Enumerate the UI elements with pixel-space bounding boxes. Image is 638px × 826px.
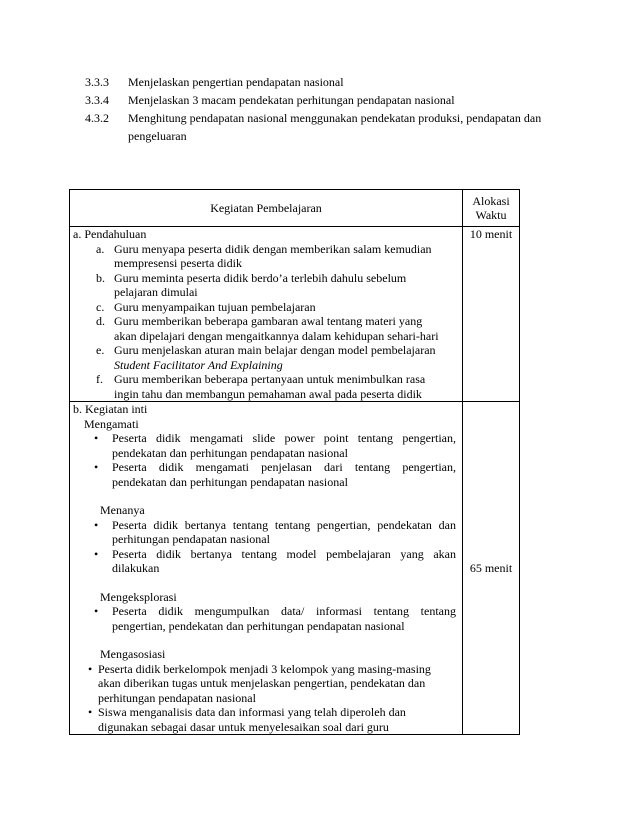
bullet-line: Peserta didik berkelompok menjadi 3 kelompok yang masing-masing xyxy=(98,661,431,676)
list-marker: d. xyxy=(96,314,105,328)
indicator-number: 4.3.2 xyxy=(85,111,109,125)
indicator-number: 3.3.3 xyxy=(85,75,109,89)
indicator-text: Menjelaskan 3 macam pendekatan perhitungan pendapatan nasional xyxy=(128,93,455,107)
pendahuluan-cell xyxy=(70,227,463,402)
list-item-line: Guru menjelaskan aturan main belajar dengan model pembelajaran xyxy=(114,343,436,357)
header-time-line2: Waktu xyxy=(475,208,507,222)
list-marker: f. xyxy=(96,372,103,386)
time-kegiatan-inti: 65 menit xyxy=(463,402,520,735)
bullet-item xyxy=(70,705,462,734)
list-marker: a. xyxy=(96,241,105,256)
bullet-item xyxy=(70,604,462,633)
subsection-title-mengamati: Mengamati xyxy=(84,416,139,431)
list-item xyxy=(70,343,462,372)
section-title-kegiatan-inti: b. Kegiatan inti xyxy=(73,402,148,416)
list-item-line: Guru meminta peserta didik berdo’a terlebih dahulu sebelum xyxy=(114,270,407,285)
list-marker: b. xyxy=(96,270,105,285)
bullet-icon: • xyxy=(94,431,99,445)
time-pendahuluan: 10 menit xyxy=(463,227,520,402)
bullet-line: digunakan sebagai dasar untuk menyelesaikan soal dari guru xyxy=(98,719,389,734)
bullet-text: Peserta didik mengamati penjelasan dari tentang pengertian, pendekatan dan perhitungan pendapatan nasional xyxy=(112,460,456,489)
list-item xyxy=(70,314,462,343)
bullet-item xyxy=(70,662,462,706)
bullet-icon: • xyxy=(94,460,99,474)
indicator-number: 3.3.4 xyxy=(85,93,109,107)
list-item-line: ingin tahu dan membangun pemahaman awal pada peserta didik xyxy=(114,386,422,401)
learning-activities-table xyxy=(69,189,520,735)
bullet-item xyxy=(70,460,462,489)
subsection-title-mengasosiasi: Mengasosiasi xyxy=(100,647,166,661)
bullet-text: Peserta didik mengumpulkan data/ informasi tentang tentang pengertian, pendekatan dan perhitungan pendapatan nasional xyxy=(112,604,456,633)
indicator-text-continuation: pengeluaran xyxy=(128,129,187,143)
bullet-line: akan diberikan tugas untuk menjelaskan pengertian, pendekatan dan xyxy=(98,676,426,690)
list-marker: e. xyxy=(96,343,105,357)
list-item-line: Guru menyampaikan tujuan pembelajaran xyxy=(114,299,316,314)
bullet-item xyxy=(70,547,462,576)
bullet-icon: • xyxy=(88,661,93,676)
bullet-icon: • xyxy=(94,546,99,561)
bullet-text: Peserta didik bertanya tentang model pembelajaran yang akan dilakukan xyxy=(112,546,456,575)
table-row-pendahuluan xyxy=(70,227,520,402)
list-item-line: Guru menyapa peserta didik dengan memberikan salam kemudian xyxy=(114,241,432,256)
list-item xyxy=(70,300,462,315)
list-item-line: akan dipelajari dengan mengaitkannya dalam kehidupan sehari-hari xyxy=(114,328,439,343)
list-item-line: Guru memberikan beberapa pertanyaan untuk menimbulkan rasa xyxy=(114,372,426,386)
bullet-text: Peserta didik bertanya tentang tentang pengertian, pendekatan dan perhitungan pendapatan nasional xyxy=(112,517,456,546)
header-activities: Kegiatan Pembelajaran xyxy=(70,190,463,227)
section-title-pendahuluan: a. Pendahuluan xyxy=(73,227,147,241)
indicator-text: Menjelaskan pengertian pendapatan nasional xyxy=(128,75,344,89)
model-name-italic: Student Facilitator And Explaining xyxy=(114,357,283,372)
bullet-icon: • xyxy=(88,705,93,719)
kegiatan-inti-cell xyxy=(70,402,463,735)
list-item xyxy=(70,372,462,401)
bullet-text: Peserta didik mengamati slide power point tentang pengertian, pendekatan dan perhitungan pendapatan nasional xyxy=(112,431,456,460)
subsection-title-menanya: Menanya xyxy=(100,503,145,517)
table-row-kegiatan-inti xyxy=(70,402,520,735)
bullet-icon: • xyxy=(94,604,99,618)
header-time-line1: Alokasi xyxy=(472,193,510,208)
list-item xyxy=(70,271,462,300)
bullet-line: Siswa menganalisis data dan informasi yang telah diperoleh dan xyxy=(98,705,406,719)
header-time-allocation xyxy=(463,190,520,227)
subsection-title-mengeksplorasi: Mengeksplorasi xyxy=(100,589,177,604)
bullet-icon: • xyxy=(94,517,99,532)
list-item xyxy=(70,242,462,271)
bullet-line: perhitungan pendapatan nasional xyxy=(98,690,256,705)
bullet-item xyxy=(70,518,462,547)
indicator-text: Menghitung pendapatan nasional menggunakan pendekatan produksi, pendapatan dan xyxy=(128,111,542,125)
list-item-line: mempresensi peserta didik xyxy=(114,256,242,270)
list-item-line: pelajaran dimulai xyxy=(114,285,198,299)
bullet-item xyxy=(70,431,462,460)
list-marker: c. xyxy=(96,299,105,314)
list-item-line: Guru memberikan beberapa gambaran awal tentang materi yang xyxy=(114,314,423,328)
table-header-row xyxy=(70,190,520,227)
